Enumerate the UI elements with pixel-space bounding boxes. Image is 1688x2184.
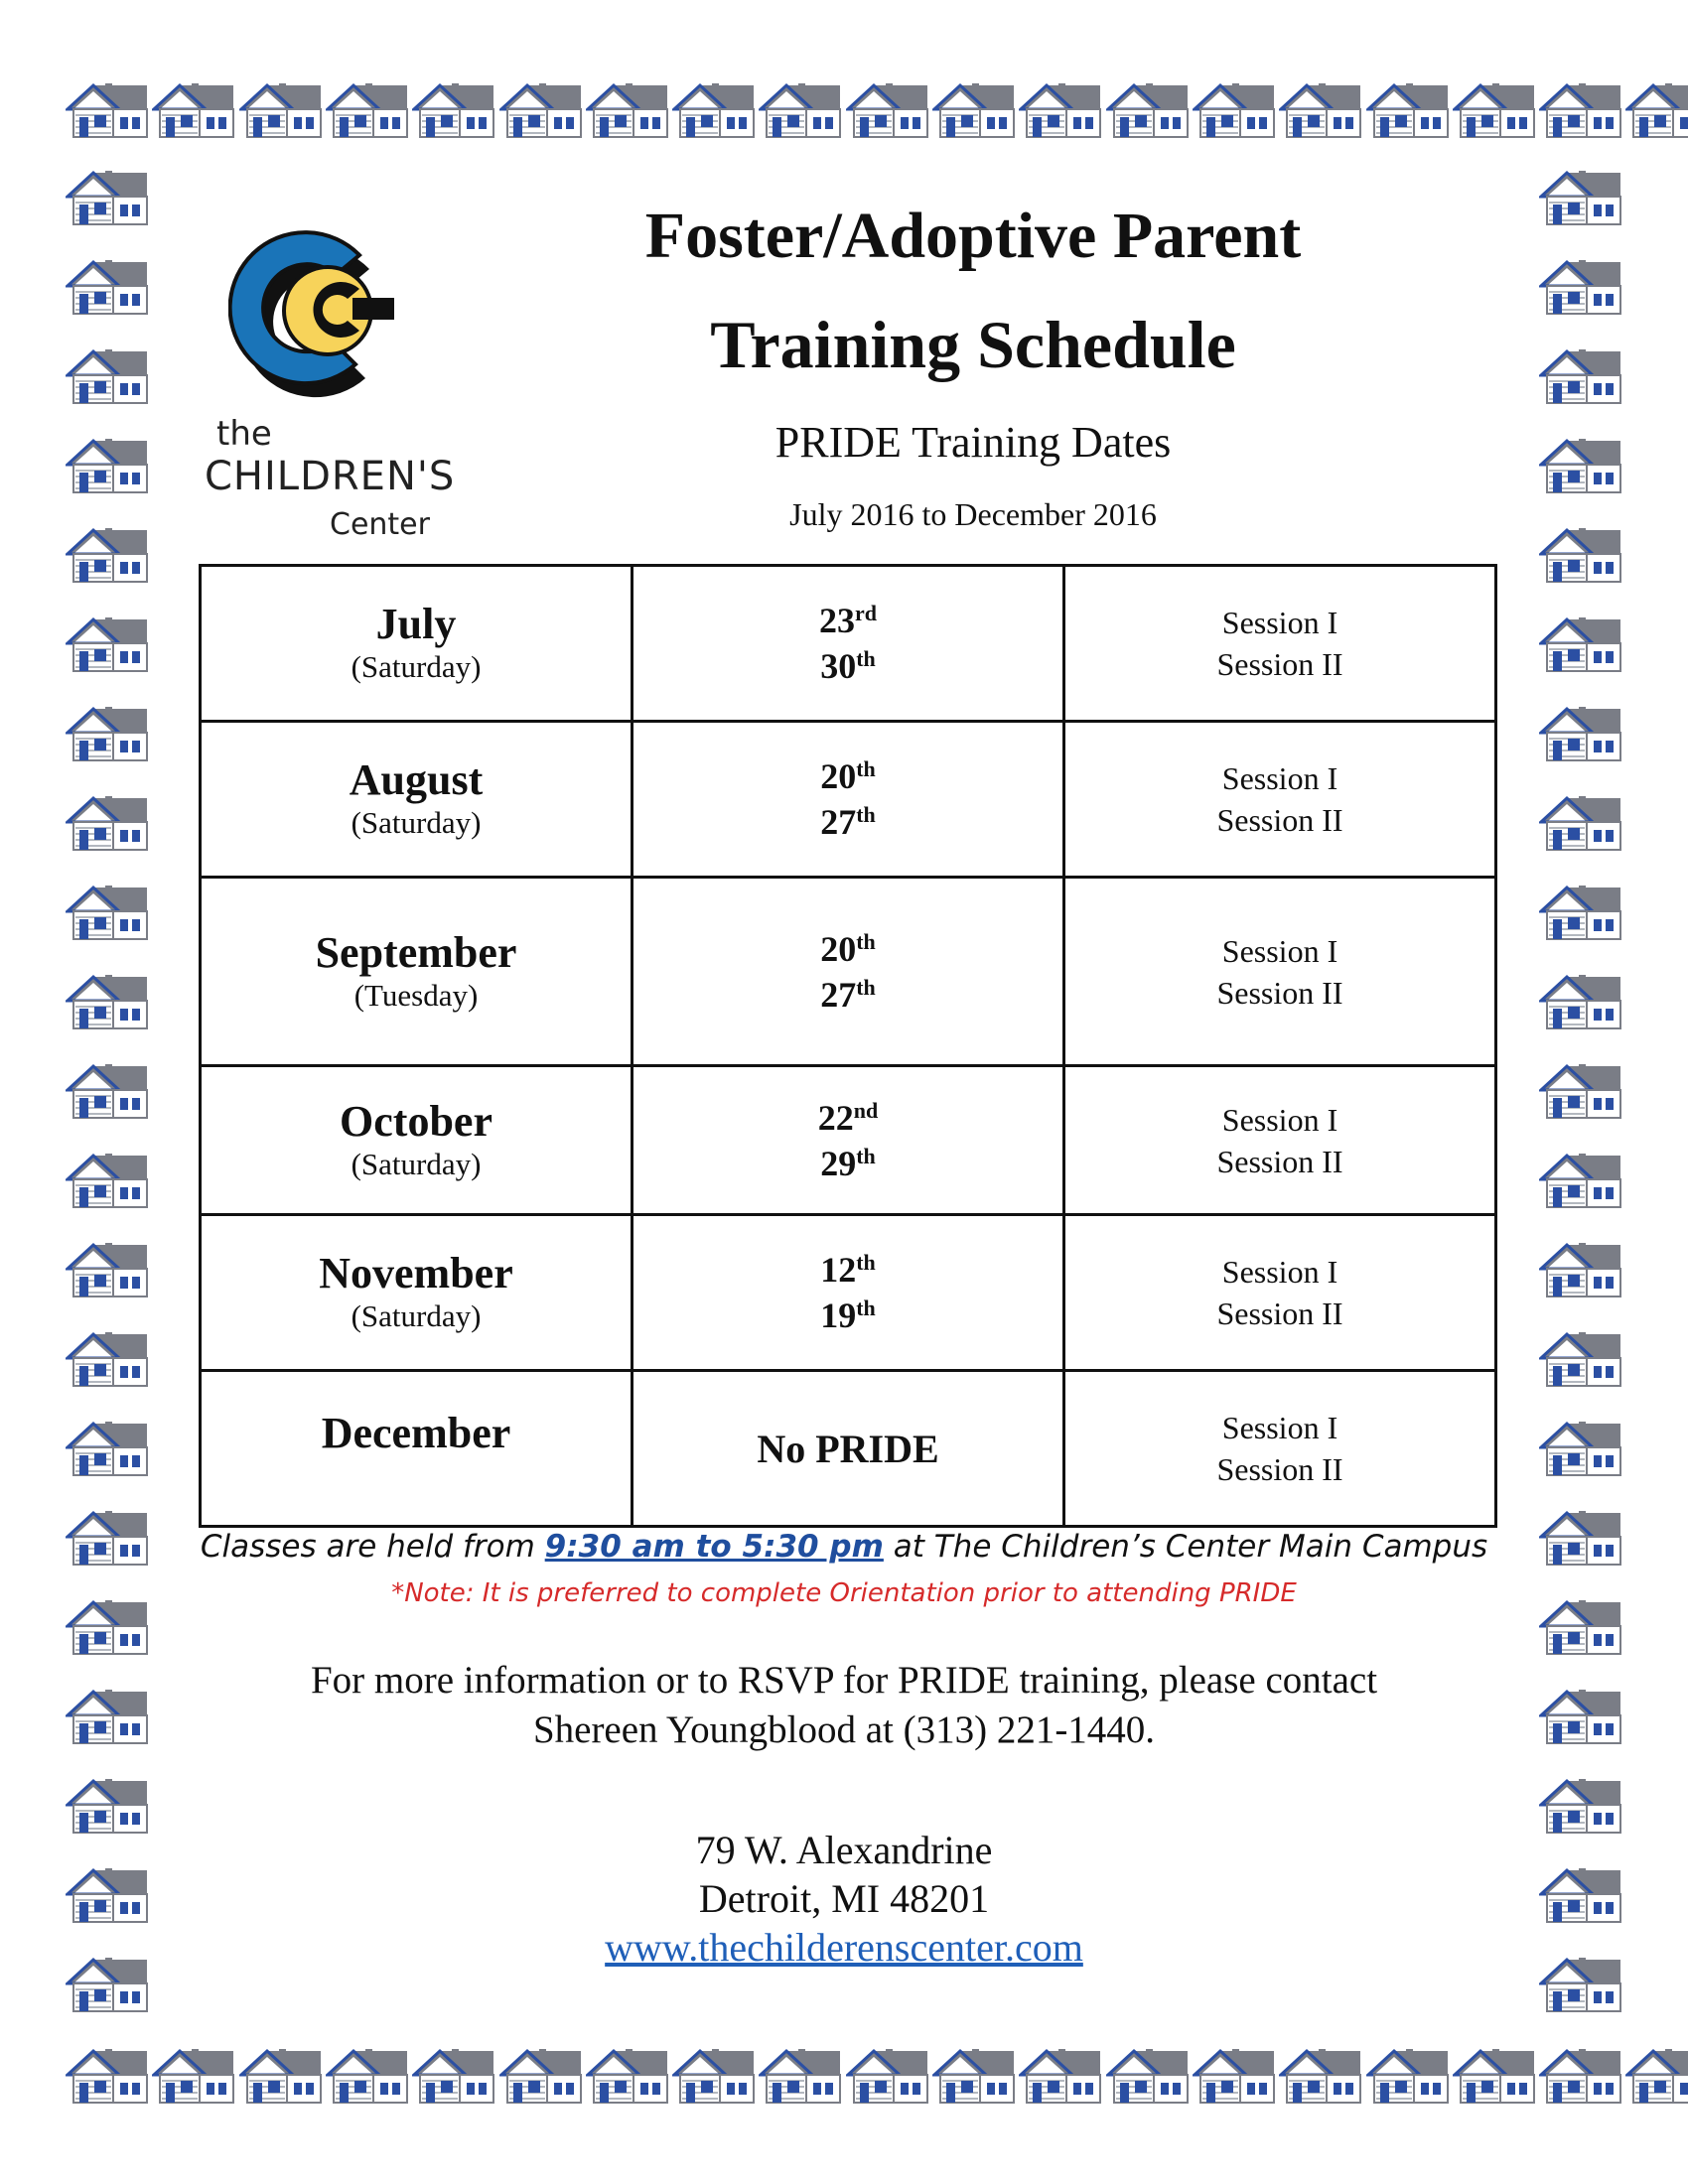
- logo-word-childrens: CHILDREN'S: [205, 454, 456, 499]
- house-icon: [1539, 1150, 1622, 1209]
- sessions-cell: [1064, 1066, 1496, 1215]
- table-row: [201, 1066, 1496, 1215]
- address-street: 79 W. Alexandrine: [695, 1828, 993, 1872]
- house-icon: [1539, 524, 1622, 584]
- house-icon: [1539, 345, 1622, 405]
- date-line: 29th: [820, 1143, 876, 1183]
- house-icon: [66, 79, 149, 139]
- table-row: [201, 566, 1496, 722]
- house-icon: [1539, 1060, 1622, 1120]
- house-icon: [326, 2045, 409, 2105]
- table-row: [201, 722, 1496, 878]
- house-icon: [1106, 2045, 1190, 2105]
- house-icon: [66, 882, 149, 941]
- dates-cell: [633, 878, 1064, 1066]
- table-row: [201, 1371, 1496, 1527]
- house-icon: [66, 1686, 149, 1745]
- house-icon: [66, 1328, 149, 1388]
- date-line: 27th: [820, 974, 876, 1015]
- month-cell: [201, 566, 633, 722]
- session-label: Session II: [1216, 1296, 1343, 1331]
- house-icon: [499, 2045, 583, 2105]
- house-icon: [1539, 1418, 1622, 1477]
- house-icon: [66, 2045, 149, 2105]
- date-line: 22nd: [817, 1097, 879, 1138]
- class-hours-line: [149, 1529, 1539, 1565]
- month-name: November: [319, 1249, 513, 1297]
- house-icon: [1625, 79, 1688, 139]
- session-label: Session II: [1216, 974, 1343, 1011]
- logo-word-center: Center: [330, 507, 430, 542]
- house-icon: [1539, 435, 1622, 494]
- month-cell: [201, 722, 633, 878]
- house-icon: [846, 2045, 929, 2105]
- house-icon: [1539, 1239, 1622, 1298]
- house-icon: [66, 1954, 149, 2013]
- house-icon: [1193, 79, 1276, 139]
- house-icon: [66, 524, 149, 584]
- house-icon: [586, 2045, 669, 2105]
- house-icon: [1539, 792, 1622, 852]
- session-label: Session I: [1221, 1101, 1338, 1138]
- date-line: 23rd: [819, 601, 877, 640]
- house-icon: [66, 256, 149, 316]
- contact-line-2: Shereen Youngblood at (313) 221-1440.: [532, 1708, 1156, 1751]
- house-icon: [1539, 1507, 1622, 1567]
- dates-cell: [633, 1215, 1064, 1371]
- house-icon: [1539, 1686, 1622, 1745]
- sessions-cell: [1064, 1371, 1496, 1527]
- month-weekday: (Saturday): [351, 805, 482, 840]
- house-icon: [1279, 2045, 1362, 2105]
- page-title-line1: Foster/Adoptive Parent: [644, 200, 1302, 272]
- month-name: October: [340, 1096, 492, 1146]
- session-label: Session II: [1216, 1451, 1343, 1487]
- house-icon: [586, 79, 669, 139]
- session-label: Session II: [1216, 802, 1343, 838]
- house-icon: [1193, 2045, 1276, 2105]
- date-range: July 2016 to December 2016: [789, 496, 1157, 532]
- table-row: [201, 878, 1496, 1066]
- house-icon: [672, 79, 756, 139]
- house-icon: [152, 2045, 235, 2105]
- house-icon: [1539, 1954, 1622, 2013]
- session-label: Session I: [1221, 760, 1338, 796]
- class-hours-time: 9:30 am to 5:30 pm: [544, 1529, 884, 1565]
- date-line: 20th: [820, 928, 876, 969]
- house-icon: [66, 435, 149, 494]
- house-icon: [66, 1596, 149, 1656]
- page-title-line2: Training Schedule: [710, 307, 1236, 382]
- house-icon: [66, 971, 149, 1030]
- house-icon: [239, 2045, 323, 2105]
- month-weekday: (Saturday): [351, 649, 482, 684]
- session-label: Session II: [1216, 1143, 1343, 1179]
- schedule-table: [199, 564, 1497, 1528]
- house-icon: [1539, 2045, 1622, 2105]
- house-icon: [1625, 2045, 1688, 2105]
- month-name: September: [315, 927, 517, 977]
- house-icon: [66, 167, 149, 226]
- house-icon: [1539, 703, 1622, 762]
- dates-cell: [633, 722, 1064, 878]
- dates-cell: [633, 1371, 1064, 1527]
- house-icon: [1539, 1328, 1622, 1388]
- house-icon: [66, 1864, 149, 1924]
- sessions-cell: [1064, 722, 1496, 878]
- month-cell: [201, 1066, 633, 1215]
- house-icon: [846, 79, 929, 139]
- childrens-center-logo: [199, 204, 456, 551]
- house-icon: [672, 2045, 756, 2105]
- house-icon: [1539, 256, 1622, 316]
- month-name: December: [321, 1409, 511, 1457]
- house-icon: [66, 1507, 149, 1567]
- date-line: 12th: [820, 1250, 876, 1290]
- page-subtitle: PRIDE Training Dates: [774, 418, 1172, 467]
- table-row: [201, 1215, 1496, 1371]
- house-icon: [1366, 79, 1450, 139]
- logo-c-mark-icon: [228, 204, 417, 412]
- sessions-cell: [1064, 1215, 1496, 1371]
- class-hours-suffix: at The Children’s Center Main Campus: [883, 1529, 1488, 1565]
- house-icon: [1539, 167, 1622, 226]
- session-label: Session II: [1216, 646, 1343, 682]
- house-icon: [1539, 1775, 1622, 1835]
- date-line: 19th: [820, 1296, 876, 1335]
- session-label: Session I: [1221, 605, 1338, 640]
- house-icon: [66, 703, 149, 762]
- sessions-cell: [1064, 878, 1496, 1066]
- date-line: 27th: [820, 802, 876, 842]
- month-name: August: [349, 755, 484, 804]
- session-label: Session I: [1221, 932, 1338, 969]
- session-label: Session I: [1221, 1410, 1338, 1445]
- house-icon: [66, 792, 149, 852]
- house-icon: [326, 79, 409, 139]
- website-link[interactable]: www.thechilderenscenter.com: [605, 1925, 1083, 1970]
- house-icon: [1106, 79, 1190, 139]
- house-icon: [1366, 2045, 1450, 2105]
- dates-cell: [633, 1066, 1064, 1215]
- house-icon: [499, 79, 583, 139]
- month-cell: [201, 1215, 633, 1371]
- house-icon: [66, 1418, 149, 1477]
- house-icon: [412, 2045, 495, 2105]
- month-weekday: (Saturday): [351, 1146, 482, 1181]
- house-icon: [66, 1775, 149, 1835]
- house-icon: [66, 1150, 149, 1209]
- house-icon: [1539, 79, 1622, 139]
- house-icon: [759, 2045, 842, 2105]
- house-icon: [932, 2045, 1016, 2105]
- no-pride-label: No PRIDE: [757, 1426, 939, 1471]
- house-icon: [1019, 79, 1102, 139]
- house-icon: [1539, 882, 1622, 941]
- house-icon: [152, 79, 235, 139]
- house-icon: [239, 79, 323, 139]
- house-icon: [1279, 79, 1362, 139]
- house-icon: [759, 79, 842, 139]
- logo-word-the: the: [216, 414, 272, 454]
- month-name: July: [375, 600, 457, 648]
- house-icon: [412, 79, 495, 139]
- house-icon: [1453, 79, 1536, 139]
- class-hours-prefix: Classes are held from: [200, 1529, 545, 1565]
- session-label: Session I: [1221, 1254, 1338, 1290]
- month-cell: [201, 878, 633, 1066]
- date-line: 20th: [820, 756, 876, 796]
- date-line: 30th: [820, 646, 876, 686]
- month-cell: [201, 1371, 633, 1527]
- contact-line-1: For more information or to RSVP for PRIDE training, please contact: [310, 1659, 1378, 1702]
- house-icon: [932, 79, 1016, 139]
- dates-cell: [633, 566, 1064, 722]
- house-icon: [1019, 2045, 1102, 2105]
- month-weekday: (Tuesday): [353, 977, 479, 1013]
- house-icon: [1453, 2045, 1536, 2105]
- house-icon: [66, 1239, 149, 1298]
- orientation-note: *Note: It is preferred to complete Orientation prior to attending PRIDE: [391, 1578, 1297, 1608]
- address-city: Detroit, MI 48201: [698, 1876, 990, 1921]
- house-icon: [1539, 1596, 1622, 1656]
- house-icon: [66, 345, 149, 405]
- house-icon: [1539, 614, 1622, 673]
- sessions-cell: [1064, 566, 1496, 722]
- house-icon: [66, 614, 149, 673]
- month-weekday: (Saturday): [351, 1298, 482, 1333]
- house-icon: [1539, 971, 1622, 1030]
- house-icon: [66, 1060, 149, 1120]
- house-icon: [1539, 1864, 1622, 1924]
